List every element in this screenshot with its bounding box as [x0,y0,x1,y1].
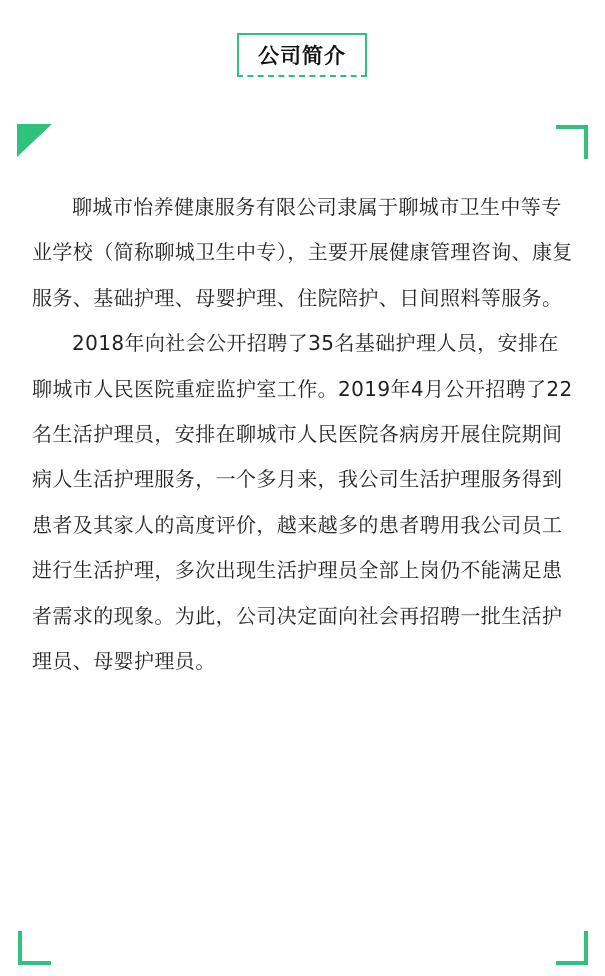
section-title: 公司简介 [258,44,346,68]
intro-paragraph: 聊城市怡养健康服务有限公司隶属于聊城市卫生中等专业学校（简称聊城卫生中专），主要开展健康管理咨询、康复服务、基础护理、母婴护理、住院陪护、日间照料等服务。 [32,195,573,310]
corner-triangle-top-left [17,124,52,157]
corner-bracket-bottom-right [556,931,588,965]
intro-paragraph: 2018年向社会公开招聘了35名基础护理人员，安排在聊城市人民医院重症监护室工作。2019年4月公开招聘了22名生活护理员，安排在聊城市人民医院各病房开展住院期间病人生活护理服务，一个多月来，我公司生活护理服务得到患者及其家人的高度评价，越来越多的患者聘用我公司员工进行生活护理，多次出现生活护理员全部上岗仍不能满足患者需求的现象。为此，公司决定面向社会再招聘一批生活护理员、母婴护理员。 [32,331,573,674]
corner-bracket-bottom-left [18,931,51,965]
corner-bracket-top-right [556,125,588,159]
company-intro-body [32,185,577,684]
section-title-box [237,33,367,77]
